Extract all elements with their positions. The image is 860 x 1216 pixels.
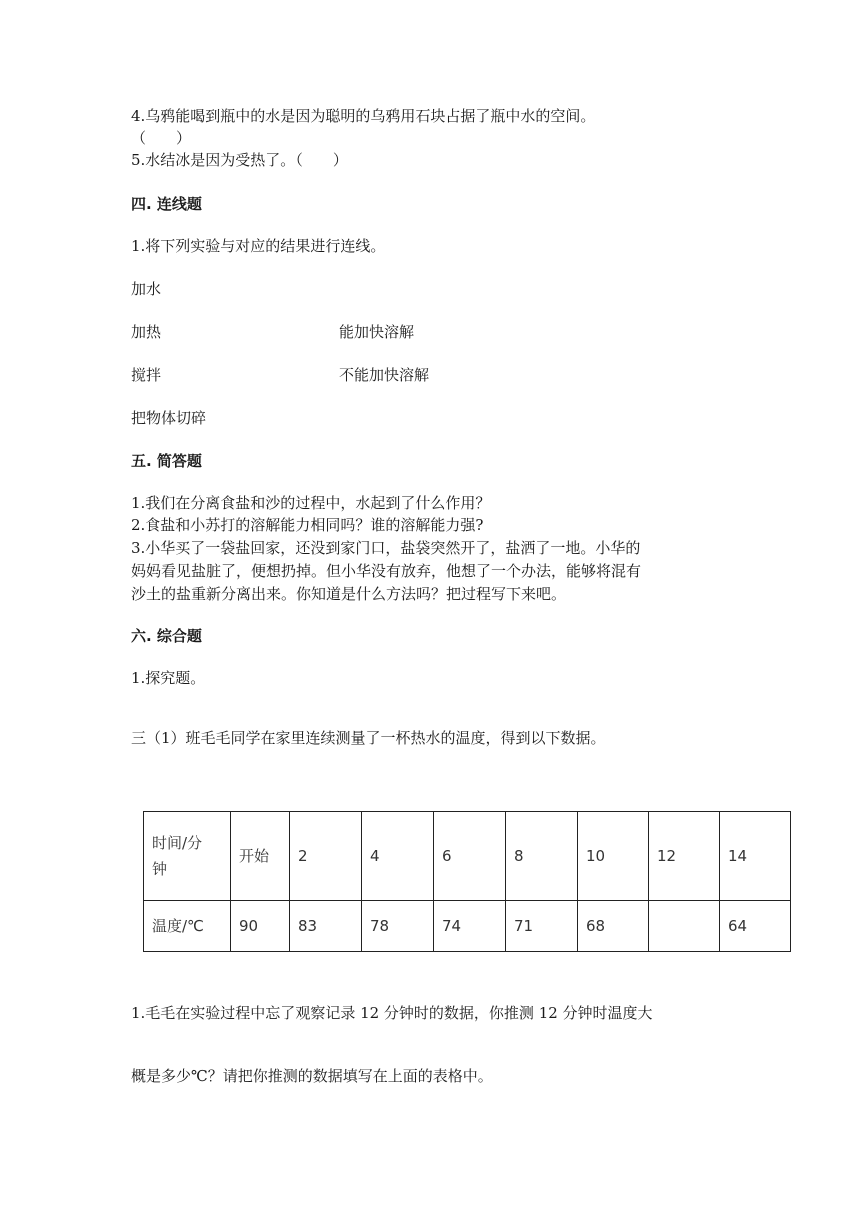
question-5-text: 5.水结冰是因为受热了。（ ） bbox=[131, 151, 348, 169]
time-cell: 2 bbox=[290, 812, 362, 901]
short-answer-question-1: 1.我们在分离食盐和沙的过程中，水起到了什么作用？ bbox=[131, 494, 491, 512]
section-6-heading: 六. 综合题 bbox=[131, 627, 202, 645]
question-4-text: 4.乌鸦能喝到瓶中的水是因为聪明的乌鸦用石块占据了瓶中水的空间。 bbox=[131, 107, 596, 125]
match-left-item: 加热 bbox=[131, 323, 162, 341]
temperature-header-cell: 温度/℃ bbox=[144, 901, 231, 952]
time-cell: 12 bbox=[649, 812, 720, 901]
match-left-item: 加水 bbox=[131, 280, 162, 298]
temperature-row bbox=[144, 901, 791, 952]
temperature-cell: 78 bbox=[362, 901, 434, 952]
short-answer-question-3-line: 妈妈看见盐脏了，便想扔掉。但小华没有放弃，他想了一个办法，能够将混有 bbox=[131, 562, 642, 580]
temperature-cell: 74 bbox=[434, 901, 506, 952]
inquiry-intro: 三（1）班毛毛同学在家里连续测量了一杯热水的温度，得到以下数据。 bbox=[131, 729, 606, 747]
temperature-cell: 68 bbox=[578, 901, 649, 952]
short-answer-question-2: 2.食盐和小苏打的溶解能力相同吗？谁的溶解能力强? bbox=[131, 516, 484, 534]
temperature-cell: 64 bbox=[720, 901, 791, 952]
temperature-cell: 90 bbox=[231, 901, 290, 952]
match-left-item: 把物体切碎 bbox=[131, 409, 207, 427]
temperature-cell: 71 bbox=[506, 901, 578, 952]
time-row bbox=[144, 812, 791, 901]
temperature-blank-cell[interactable] bbox=[649, 901, 720, 952]
sub-question-1-line: 1.毛毛在实验过程中忘了观察记录 12 分钟时的数据，你推测 12 分钟时温度大 bbox=[131, 1004, 653, 1022]
temperature-table bbox=[143, 811, 791, 952]
match-right-item: 不能加快溶解 bbox=[339, 366, 430, 384]
temperature-cell: 83 bbox=[290, 901, 362, 952]
short-answer-question-3-line: 沙土的盐重新分离出来。你知道是什么方法吗？把过程写下来吧。 bbox=[131, 585, 567, 603]
time-cell: 4 bbox=[362, 812, 434, 901]
time-cell: 6 bbox=[434, 812, 506, 901]
match-right-item: 能加快溶解 bbox=[339, 323, 415, 341]
sub-question-1-line: 概是多少℃？请把你推测的数据填写在上面的表格中。 bbox=[131, 1067, 493, 1085]
short-answer-question-3-line: 3.小华买了一袋盐回家，还没到家门口，盐袋突然开了，盐洒了一地。小华的 bbox=[131, 539, 641, 557]
time-header-cell bbox=[144, 812, 231, 901]
time-cell: 10 bbox=[578, 812, 649, 901]
time-cell: 开始 bbox=[231, 812, 290, 901]
time-cell: 14 bbox=[720, 812, 791, 901]
section-4-heading: 四. 连线题 bbox=[131, 195, 202, 213]
time-header-label: 钟 bbox=[152, 860, 168, 878]
time-header-label: 时间/分 bbox=[152, 834, 203, 852]
time-cell: 8 bbox=[506, 812, 578, 901]
answer-parentheses: （ ） bbox=[131, 129, 192, 147]
match-left-item: 搅拌 bbox=[131, 366, 162, 384]
section-5-heading: 五. 简答题 bbox=[131, 452, 202, 470]
matching-question-1: 1.将下列实验与对应的结果进行连线。 bbox=[131, 237, 386, 255]
inquiry-question-label: 1.探究题。 bbox=[131, 669, 206, 687]
